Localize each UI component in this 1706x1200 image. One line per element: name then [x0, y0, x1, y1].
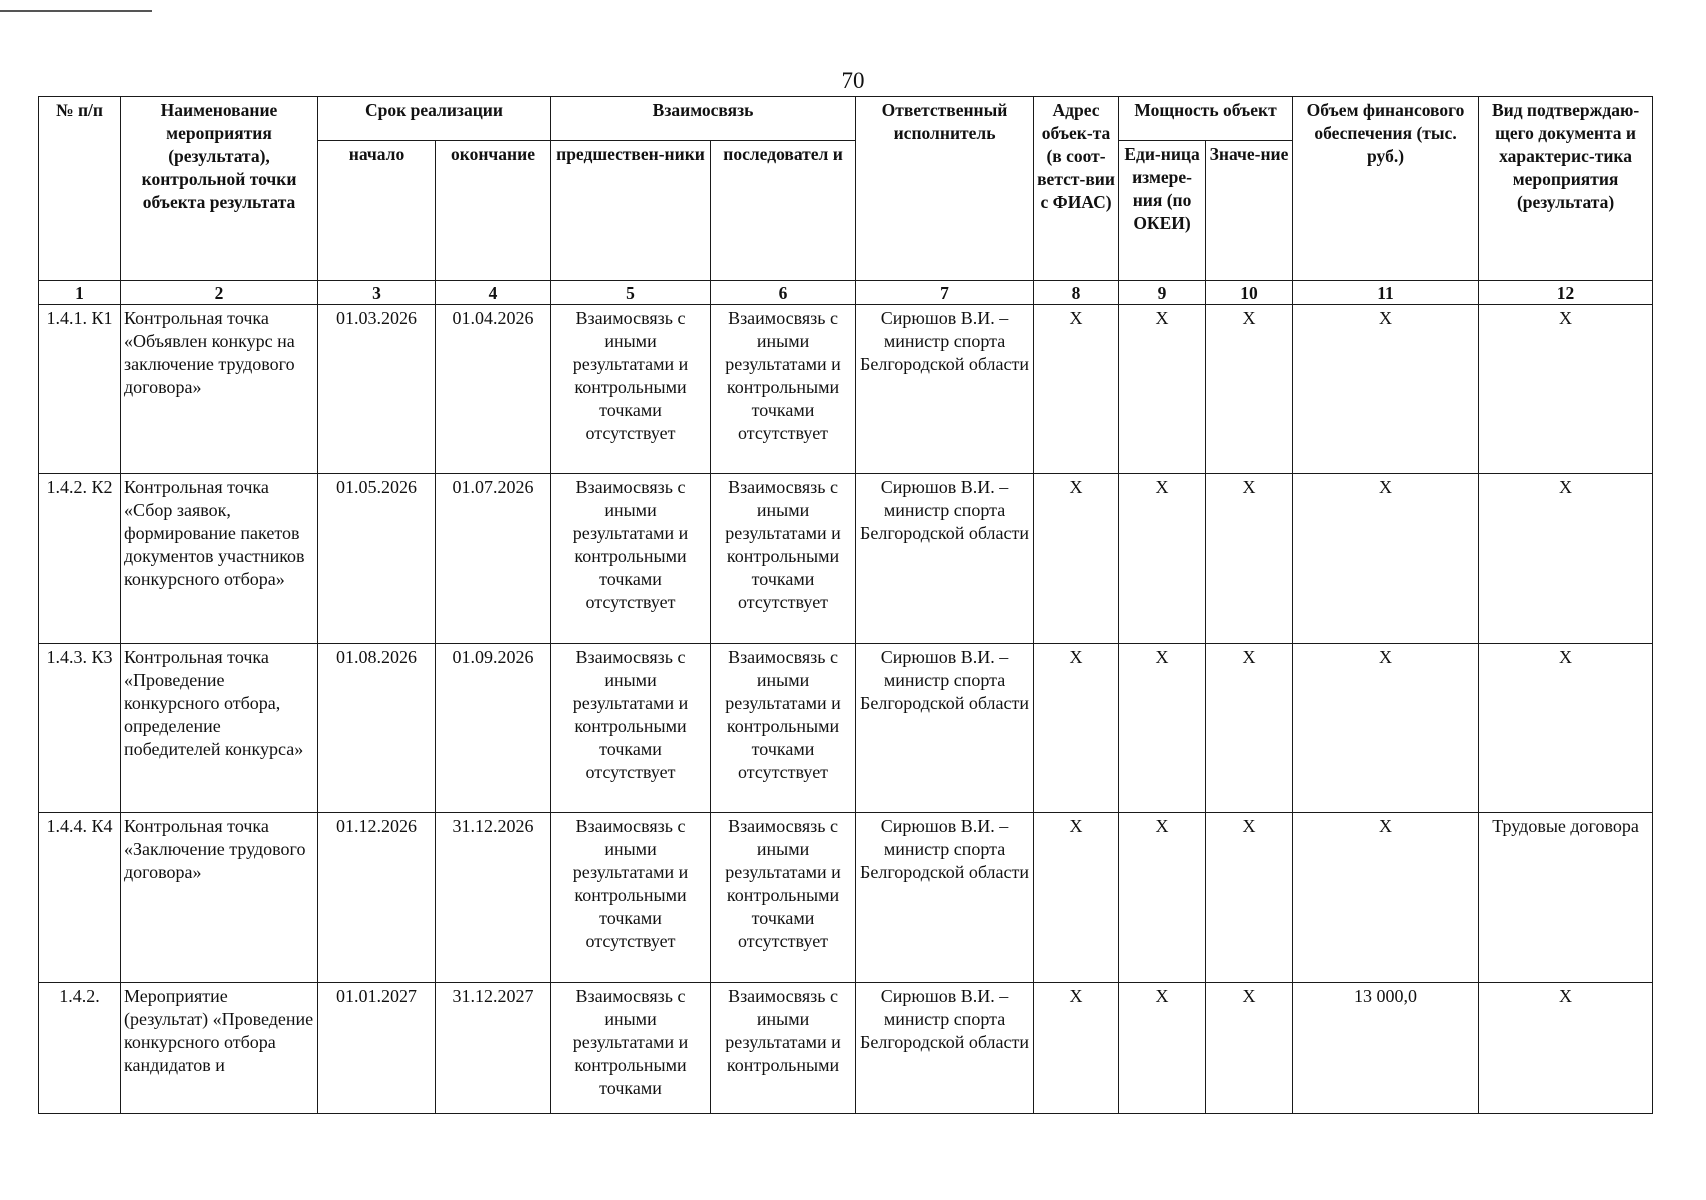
row-responsible: Сирюшов В.И. – министр спорта Белгородской области	[856, 813, 1034, 982]
row-number: 1.4.4. К4	[39, 813, 121, 982]
row-name: Контрольная точка «Сбор заявок, формирование пакетов документов участников конкурсного отбора»	[121, 474, 318, 643]
column-number: 4	[436, 281, 551, 305]
header-address: Адрес объек-та (в соот-ветст-вии с ФИАС)	[1034, 97, 1119, 281]
row-start-date: 01.08.2026	[318, 643, 436, 812]
row-value: X	[1206, 474, 1293, 643]
row-responsible: Сирюшов В.И. – министр спорта Белгородской области	[856, 982, 1034, 1113]
column-number-row	[39, 281, 1653, 305]
column-number: 12	[1479, 281, 1653, 305]
row-predecessors: Взаимосвязь с иными результатами и контрольными точками отсутствует	[551, 305, 711, 474]
row-name: Мероприятие (результат) «Проведение конкурсного отбора кандидатов и	[121, 982, 318, 1113]
table-row	[39, 982, 1653, 1113]
header-link-predecessors: предшествен-ники	[551, 141, 711, 281]
header-power-unit: Еди-ница измере-ния (по ОКЕИ)	[1119, 141, 1206, 281]
column-number: 2	[121, 281, 318, 305]
row-successors: Взаимосвязь с иными результатами и контрольными точками отсутствует	[711, 305, 856, 474]
row-number: 1.4.3. К3	[39, 643, 121, 812]
column-number: 10	[1206, 281, 1293, 305]
row-responsible: Сирюшов В.И. – министр спорта Белгородской области	[856, 305, 1034, 474]
column-number: 1	[39, 281, 121, 305]
row-successors: Взаимосвязь с иными результатами и контрольными точками отсутствует	[711, 813, 856, 982]
row-address: X	[1034, 813, 1119, 982]
header-power: Мощность объект	[1119, 97, 1293, 141]
page-number: 70	[841, 68, 865, 93]
row-start-date: 01.03.2026	[318, 305, 436, 474]
header-term: Срок реализации	[318, 97, 551, 141]
row-end-date: 01.07.2026	[436, 474, 551, 643]
row-finance: X	[1293, 643, 1479, 812]
row-responsible: Сирюшов В.И. – министр спорта Белгородской области	[856, 643, 1034, 812]
row-number: 1.4.2. К2	[39, 474, 121, 643]
row-address: X	[1034, 305, 1119, 474]
header-document: Вид подтверждаю-щего документа и характерис-тика мероприятия (результата)	[1479, 97, 1653, 281]
row-successors: Взаимосвязь с иными результатами и контрольными	[711, 982, 856, 1113]
row-address: X	[1034, 643, 1119, 812]
column-number: 3	[318, 281, 436, 305]
column-number: 9	[1119, 281, 1206, 305]
row-number: 1.4.1. К1	[39, 305, 121, 474]
table-row	[39, 305, 1653, 474]
row-unit: X	[1119, 643, 1206, 812]
row-document: X	[1479, 643, 1653, 812]
row-predecessors: Взаимосвязь с иными результатами и контрольными точками отсутствует	[551, 643, 711, 812]
row-unit: X	[1119, 813, 1206, 982]
row-address: X	[1034, 982, 1119, 1113]
plan-table	[38, 96, 1653, 1114]
row-successors: Взаимосвязь с иными результатами и контрольными точками отсутствует	[711, 643, 856, 812]
row-end-date: 01.04.2026	[436, 305, 551, 474]
row-start-date: 01.12.2026	[318, 813, 436, 982]
row-document: Трудовые договора	[1479, 813, 1653, 982]
header-name: Наименование мероприятия (результата), контрольной точки объекта результата	[121, 97, 318, 281]
row-name: Контрольная точка «Проведение конкурсного отбора, определение победителей конкурса»	[121, 643, 318, 812]
row-end-date: 31.12.2027	[436, 982, 551, 1113]
header-link-successors: последовател и	[711, 141, 856, 281]
row-name: Контрольная точка «Заключение трудового договора»	[121, 813, 318, 982]
table-row	[39, 474, 1653, 643]
row-start-date: 01.01.2027	[318, 982, 436, 1113]
header-row	[39, 97, 1653, 141]
row-document: X	[1479, 474, 1653, 643]
row-finance: X	[1293, 813, 1479, 982]
row-value: X	[1206, 643, 1293, 812]
column-number: 6	[711, 281, 856, 305]
header-term-start: начало	[318, 141, 436, 281]
row-predecessors: Взаимосвязь с иными результатами и контрольными точками	[551, 982, 711, 1113]
header-no: № п/п	[39, 97, 121, 281]
row-value: X	[1206, 982, 1293, 1113]
header-finance: Объем финансового обеспечения (тыс. руб.)	[1293, 97, 1479, 281]
row-unit: X	[1119, 305, 1206, 474]
table-row	[39, 643, 1653, 812]
header-power-value: Значе-ние	[1206, 141, 1293, 281]
row-unit: X	[1119, 982, 1206, 1113]
row-finance: X	[1293, 474, 1479, 643]
row-value: X	[1206, 305, 1293, 474]
column-number: 11	[1293, 281, 1479, 305]
row-predecessors: Взаимосвязь с иными результатами и контрольными точками отсутствует	[551, 813, 711, 982]
row-end-date: 31.12.2026	[436, 813, 551, 982]
column-number: 8	[1034, 281, 1119, 305]
row-finance: 13 000,0	[1293, 982, 1479, 1113]
row-document: X	[1479, 982, 1653, 1113]
column-number: 5	[551, 281, 711, 305]
row-document: X	[1479, 305, 1653, 474]
row-address: X	[1034, 474, 1119, 643]
row-name: Контрольная точка «Объявлен конкурс на заключение трудового договора»	[121, 305, 318, 474]
column-number: 7	[856, 281, 1034, 305]
row-successors: Взаимосвязь с иными результатами и контрольными точками отсутствует	[711, 474, 856, 643]
header-term-end: окончание	[436, 141, 551, 281]
row-start-date: 01.05.2026	[318, 474, 436, 643]
row-unit: X	[1119, 474, 1206, 643]
header-responsible: Ответственный исполнитель	[856, 97, 1034, 281]
row-responsible: Сирюшов В.И. – министр спорта Белгородской области	[856, 474, 1034, 643]
row-finance: X	[1293, 305, 1479, 474]
scan-edge-line	[0, 10, 152, 12]
row-value: X	[1206, 813, 1293, 982]
row-predecessors: Взаимосвязь с иными результатами и контрольными точками отсутствует	[551, 474, 711, 643]
row-end-date: 01.09.2026	[436, 643, 551, 812]
table-row	[39, 813, 1653, 982]
header-link: Взаимосвязь	[551, 97, 856, 141]
row-number: 1.4.2.	[39, 982, 121, 1113]
